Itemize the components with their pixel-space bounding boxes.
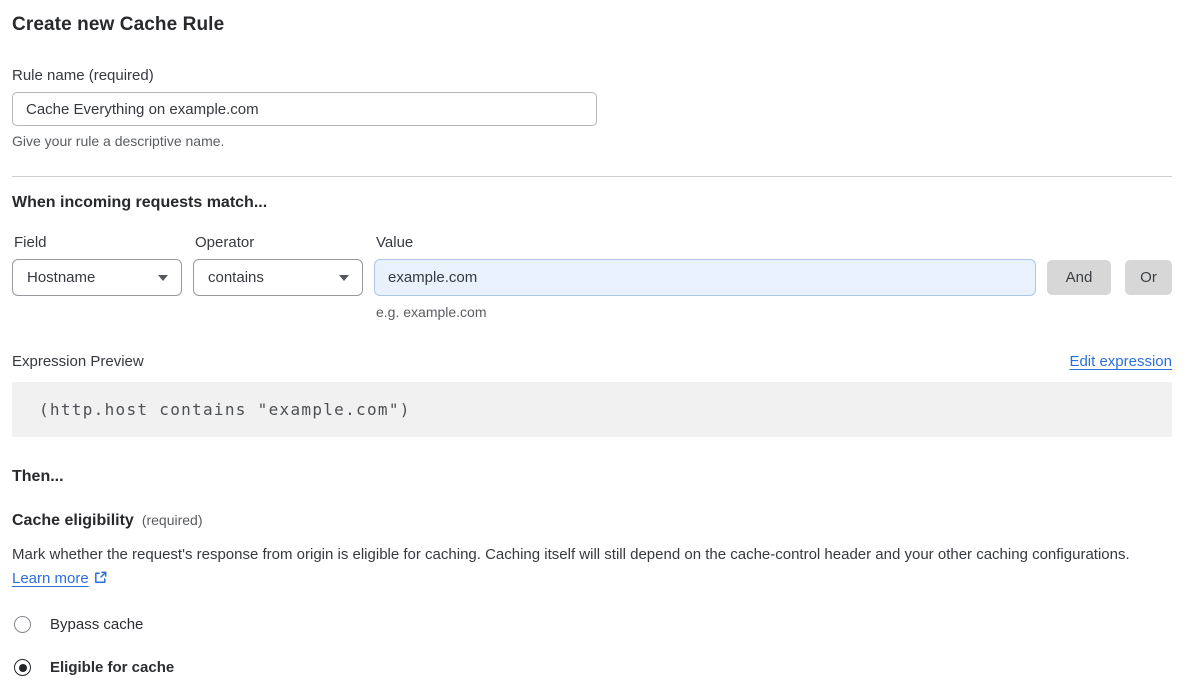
value-column-label: Value [376,234,414,251]
cache-eligibility-heading-row [12,512,1172,530]
required-note: (required) [141,512,203,528]
expression-preview-row [12,353,1172,370]
chevron-down-icon [158,275,168,281]
value-input[interactable] [374,259,1036,296]
or-button[interactable]: Or [1125,260,1172,295]
edit-expression-link[interactable]: Edit expression [1069,353,1172,370]
radio-button-icon [14,659,31,676]
expression-preview-label: Expression Preview [12,353,144,370]
field-select-value: Hostname [27,269,96,286]
radio-option-eligible-for-cache[interactable] [12,659,1172,676]
expression-code-block [12,382,1172,437]
rule-name-input[interactable] [12,92,597,126]
match-controls-row [12,259,1172,296]
cache-eligibility-description [12,543,1162,591]
expression-code: (http.host contains "example.com") [39,400,411,419]
rule-name-label: Rule name (required) [12,67,154,84]
operator-select[interactable] [193,259,363,296]
match-column-labels [12,234,1172,251]
value-help-text: e.g. example.com [376,304,487,320]
section-divider [12,176,1172,177]
rule-name-help: Give your rule a descriptive name. [12,133,225,149]
cache-eligibility-description-text: Mark whether the request's response from origin is eligible for caching. Caching itself will still depend on the cache-control header and your other caching configurations. [12,546,1130,563]
radio-option-label: Bypass cache [50,616,144,633]
and-button[interactable]: And [1047,260,1111,295]
page-title: Create new Cache Rule [12,14,225,35]
cache-eligibility-heading: Cache eligibility [12,512,134,529]
radio-option-bypass-cache[interactable] [12,616,1172,633]
then-section-heading: Then... [12,468,64,485]
operator-column-label: Operator [195,234,255,251]
learn-more-link[interactable]: Learn more [12,570,89,587]
operator-select-value: contains [208,269,264,286]
field-select[interactable] [12,259,182,296]
chevron-down-icon [339,275,349,281]
field-column-label: Field [14,234,47,251]
radio-option-label: Eligible for cache [50,659,175,676]
match-section-heading: When incoming requests match... [12,194,268,211]
radio-button-icon [14,616,31,633]
external-link-icon [93,570,108,585]
